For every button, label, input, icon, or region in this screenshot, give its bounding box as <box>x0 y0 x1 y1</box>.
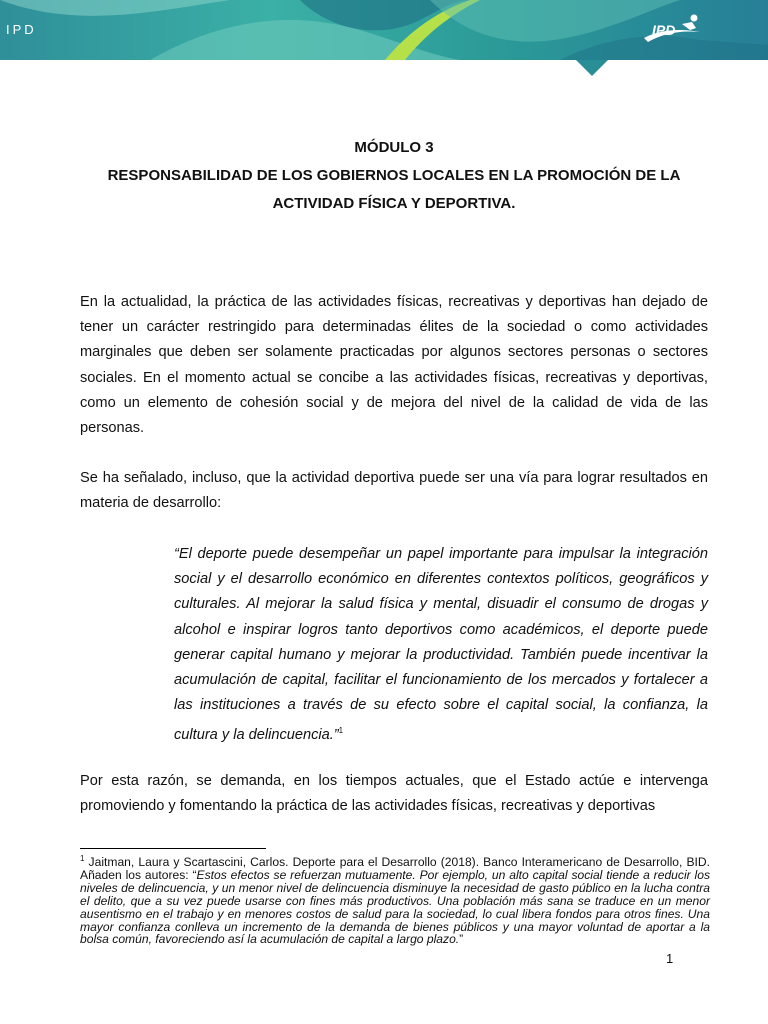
footnote-italic-quote: Estos efectos se refuerzan mutuamente. Por ejemplo, un alto capital social tiende a reducir los niveles de delincuencia, y un menor nivel de delincuencia disminuye la necesidad de gasto público en la lucha contra el delito, que a su vez puede usarse con fines más productivos. Una población más sana se traduce en un menor ausentismo en el trabajo y en menores costos de salud para la sociedad, lo cual libera fondos para otros fines. Una mayor confianza conlleva un incremento de la demanda de bienes públicos y una mayor voluntad de aportar a la bolsa común, favoreciendo así la acumulación de capital a largo plazo. <box>80 867 710 947</box>
header-label: IPD <box>6 22 37 37</box>
page-number: 1 <box>666 951 674 966</box>
block-quote <box>174 542 708 748</box>
title-line-1: MÓDULO 3 <box>354 139 434 156</box>
footnote-citation: Jaitman, Laura y Scartascini, Carlos. Deporte para el Desarrollo (2018). Banco Interamericano de Desarrollo, BID. Añaden los autores: “ <box>80 855 710 882</box>
footnote-closing-quote: ” <box>459 932 464 947</box>
title-line-3: ACTIVIDAD FÍSICA Y DEPORTIVA. <box>272 195 516 212</box>
paragraph-2: Se ha señalado, incluso, que la actividad deportiva puede ser una vía para lograr resultados en materia de desarrollo: <box>80 470 708 512</box>
footnote-marker: 1 <box>80 854 85 863</box>
footnote-reference: 1 <box>338 726 344 736</box>
footnote-divider <box>80 848 266 849</box>
module-title <box>80 134 708 218</box>
header-banner <box>0 0 768 76</box>
quote-text: “El deporte puede desempeñar un papel importante para impulsar la integración social y el desarrollo económico en diferentes contextos políticos, geográficos y culturales. Al mejorar la salud física y mental, disuadir el consumo de drogas y alcohol e inspirar logros tanto deportivos como académicos, el deporte puede generar capital humano y mejorar la productividad. También puede incentivar la acumulación de capital, facilitar el funcionamiento de los mercados y fortalecer a las instituciones a través de su efecto sobre el capital social, la confianza, la cultura y la delincuencia.” <box>174 546 708 744</box>
paragraph-1: En la actualidad, la práctica de las actividades físicas, recreativas y deportivas han dejado de tener un carácter restringido para determinadas élites de la sociedad o como actividades marginales que deben ser solamente practicadas por algunos sectores personas o sectores sociales. En el momento actual se concibe a las actividades físicas, recreativas y deportivas, como un elemento de cohesión social y de mejora del nivel de la calidad de vida de las personas. <box>80 294 708 437</box>
logo-text: IPD <box>652 22 676 38</box>
footnote <box>80 853 710 946</box>
paragraph-3: Por esta razón, se demanda, en los tiempos actuales, que el Estado actúe e intervenga promoviendo y fomentando la práctica de las actividades físicas, recreativas y deportivas <box>80 773 708 815</box>
title-line-2: RESPONSABILIDAD DE LOS GOBIERNOS LOCALES EN LA PROMOCIÓN DE LA <box>107 167 681 184</box>
